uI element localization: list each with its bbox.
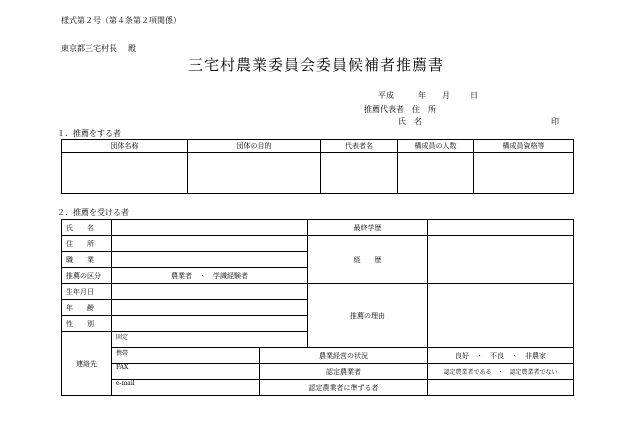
farming-status-label: 農業経営の状況 bbox=[260, 348, 428, 364]
category-label: 推薦の区分 bbox=[62, 268, 112, 284]
candidate-table bbox=[61, 219, 574, 396]
name-label: 氏 名 bbox=[62, 220, 112, 236]
cell-member-count[interactable] bbox=[398, 153, 474, 194]
col-member-count: 構成員の人数 bbox=[398, 140, 474, 153]
education-field[interactable] bbox=[428, 220, 574, 236]
age-label: 年 齢 bbox=[62, 300, 112, 316]
cell-org-name[interactable] bbox=[62, 153, 188, 194]
reason-field[interactable] bbox=[428, 284, 574, 348]
section2-heading: ２．推薦を受ける者 bbox=[57, 208, 129, 217]
cell-org-purpose[interactable] bbox=[188, 153, 321, 194]
occupation-label: 職 業 bbox=[62, 252, 112, 268]
contact-fixed[interactable]: 固定 bbox=[112, 332, 308, 348]
date-era: 平成 bbox=[378, 91, 394, 100]
age-field[interactable] bbox=[112, 300, 308, 316]
recommender-name-label: 氏 名 bbox=[398, 117, 422, 126]
seal-mark: 印 bbox=[551, 117, 559, 126]
birthdate-label: 生年月日 bbox=[62, 284, 112, 300]
reason-label: 推薦の理由 bbox=[308, 284, 428, 348]
contact-fax[interactable]: FAX bbox=[112, 364, 260, 380]
date-year: 年 bbox=[418, 91, 426, 100]
education-label: 最終学歴 bbox=[308, 220, 428, 236]
contact-mobile[interactable]: 携帯 bbox=[112, 348, 260, 364]
honorific: 殿 bbox=[128, 44, 136, 53]
form-number: 様式第２号（第４条第２項関係） bbox=[61, 16, 181, 25]
col-representative: 代表者名 bbox=[321, 140, 398, 153]
address-label: 住 所 bbox=[62, 236, 112, 252]
recommender-address-label: 推薦代表者 住 所 bbox=[364, 105, 436, 114]
name-field[interactable] bbox=[112, 220, 308, 236]
cell-member-qualification[interactable] bbox=[474, 153, 574, 194]
farming-status-value[interactable]: 良好 ・ 不良 ・ 非農家 bbox=[428, 348, 574, 364]
occupation-field[interactable] bbox=[112, 252, 308, 268]
certified-label: 認定農業者 bbox=[260, 364, 428, 380]
col-org-name: 団体名称 bbox=[62, 140, 188, 153]
gender-field[interactable] bbox=[112, 316, 308, 332]
addressee: 東京都三宅村長 bbox=[61, 44, 117, 53]
gender-label: 性 別 bbox=[62, 316, 112, 332]
career-label: 経 歴 bbox=[308, 236, 428, 284]
contact-label: 連絡先 bbox=[62, 332, 112, 396]
col-org-purpose: 団体の目的 bbox=[188, 140, 321, 153]
career-field[interactable] bbox=[428, 236, 574, 284]
col-member-qualification: 構成員資格等 bbox=[474, 140, 574, 153]
cell-representative[interactable] bbox=[321, 153, 398, 194]
date-month: 月 bbox=[442, 91, 450, 100]
category-value[interactable]: 農業者 ・ 学識経験者 bbox=[112, 268, 308, 284]
recommender-table bbox=[61, 139, 574, 194]
certified-value[interactable]: 認定農業者である ・ 認定農業者でない bbox=[428, 364, 574, 380]
birthdate-field[interactable] bbox=[112, 284, 308, 300]
date-day: 日 bbox=[470, 91, 478, 100]
section1-heading: １．推薦をする者 bbox=[57, 129, 121, 138]
quasi-certified-field[interactable] bbox=[428, 380, 574, 396]
address-field[interactable] bbox=[112, 236, 308, 252]
page-title: 三宅村農業委員会委員候補者推薦書 bbox=[188, 56, 445, 74]
contact-email[interactable]: e-mail bbox=[112, 380, 260, 396]
quasi-certified-label: 認定農業者に準ずる者 bbox=[260, 380, 428, 396]
